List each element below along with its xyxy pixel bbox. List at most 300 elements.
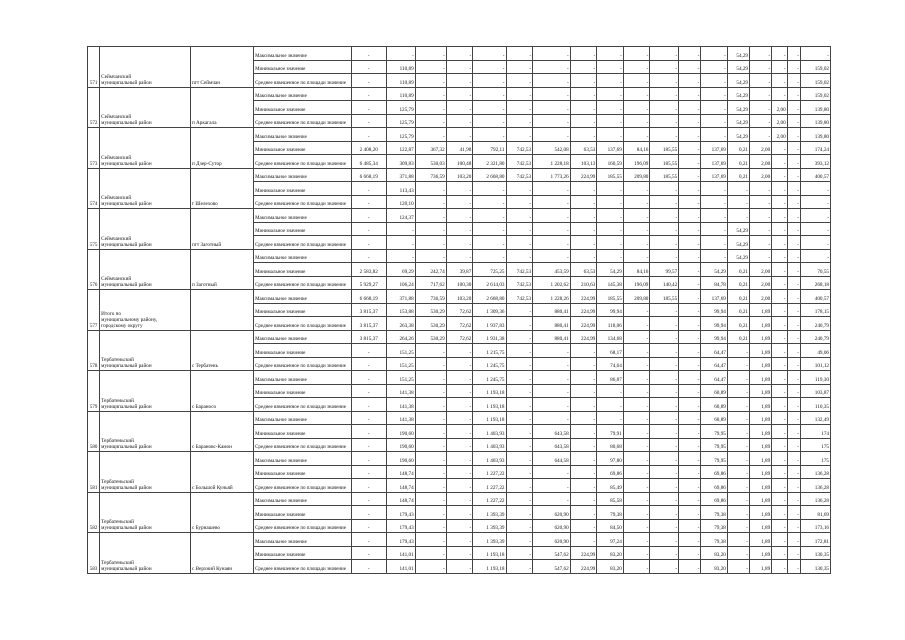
value-cell: 54,29 <box>727 60 749 74</box>
value-cell: 3 815,37 <box>351 330 386 344</box>
value-cell: 110,89 <box>386 87 415 101</box>
value-cell: - <box>787 425 800 439</box>
table-row <box>88 128 831 142</box>
value-cell: - <box>650 479 679 493</box>
value-cell: - <box>701 114 728 128</box>
value-cell: - <box>446 438 473 452</box>
value-cell: - <box>386 249 415 263</box>
value-cell: - <box>679 506 701 520</box>
value-cell: - <box>506 236 533 250</box>
value-cell: - <box>351 411 386 425</box>
value-cell: 72,62 <box>446 330 473 344</box>
value-cell: - <box>772 506 788 520</box>
value-cell: - <box>351 492 386 506</box>
value-cell: - <box>473 101 506 115</box>
value-cell: - <box>473 222 506 236</box>
value-cell: - <box>415 371 446 385</box>
row-number: 581 <box>88 452 100 493</box>
value-cell: - <box>650 128 679 142</box>
value-cell: 880,41 <box>533 330 571 344</box>
value-cell: 99,94 <box>701 317 728 331</box>
value-cell: - <box>351 506 386 520</box>
value-cell: - <box>679 533 701 547</box>
value-cell: - <box>650 371 679 385</box>
value-cell: 134,68 <box>597 330 624 344</box>
value-cell: - <box>506 506 533 520</box>
value-cell: 185,55 <box>650 141 679 155</box>
value-cell: 141,38 <box>386 384 415 398</box>
value-cell: - <box>787 371 800 385</box>
value-cell: - <box>506 479 533 493</box>
value-cell: - <box>772 47 788 61</box>
municipality-line: Сеймчанский <box>101 195 132 202</box>
municipality-line: Сеймчанский <box>101 154 132 161</box>
value-type-label: Среднее взвешенное по площади значение <box>254 114 351 128</box>
value-cell: - <box>597 222 624 236</box>
value-cell: - <box>446 384 473 398</box>
value-cell: 83,20 <box>701 546 728 560</box>
value-cell: - <box>679 236 701 250</box>
value-type-label: Среднее взвешенное по площади значение <box>254 560 351 574</box>
value-cell: - <box>787 357 800 371</box>
value-cell: - <box>772 276 788 290</box>
value-cell: - <box>506 438 533 452</box>
value-cell: - <box>679 560 701 574</box>
value-cell: - <box>506 303 533 317</box>
municipality-line: муниципальный район <box>101 444 152 451</box>
value-cell: - <box>787 533 800 547</box>
value-cell: - <box>727 533 749 547</box>
value-cell: 742,53 <box>506 263 533 277</box>
value-cell: 83,20 <box>597 560 624 574</box>
value-cell: 371,88 <box>386 290 415 304</box>
value-cell: - <box>506 87 533 101</box>
value-cell: - <box>623 47 650 61</box>
value-cell: - <box>623 384 650 398</box>
value-cell: - <box>446 47 473 61</box>
municipality-line: муниципальный район <box>101 363 152 370</box>
locality-cell: п Дзер-Сутор <box>190 128 253 169</box>
value-cell: 1 228,26 <box>533 290 571 304</box>
table-row <box>88 452 831 466</box>
value-cell: - <box>351 60 386 74</box>
value-cell: - <box>679 209 701 223</box>
value-cell: - <box>787 155 800 169</box>
value-cell: - <box>679 141 701 155</box>
value-cell: - <box>415 114 446 128</box>
value-cell: - <box>351 87 386 101</box>
value-cell: - <box>386 222 415 236</box>
value-cell: - <box>787 195 800 209</box>
value-cell: - <box>800 222 830 236</box>
value-cell: - <box>787 506 800 520</box>
locality-cell: г Шелехово <box>190 168 253 209</box>
value-cell: 137,69 <box>597 141 624 155</box>
value-cell: - <box>386 236 415 250</box>
value-cell: - <box>473 236 506 250</box>
value-cell: - <box>415 222 446 236</box>
value-cell: - <box>533 371 571 385</box>
value-cell: - <box>650 384 679 398</box>
value-cell: - <box>570 357 597 371</box>
value-cell: - <box>623 222 650 236</box>
value-cell: - <box>727 411 749 425</box>
value-cell: - <box>679 74 701 88</box>
value-cell: - <box>650 398 679 412</box>
value-cell: - <box>506 425 533 439</box>
value-cell: 742,53 <box>506 141 533 155</box>
value-cell: - <box>415 236 446 250</box>
value-cell: - <box>415 560 446 574</box>
value-cell: 84,16 <box>623 141 650 155</box>
value-cell: - <box>800 209 830 223</box>
value-cell: 742,53 <box>506 276 533 290</box>
value-cell: - <box>533 114 571 128</box>
value-cell: 1 309,36 <box>473 303 506 317</box>
value-cell: - <box>772 87 788 101</box>
value-cell: 139,80 <box>800 128 830 142</box>
value-type-label: Минимальное значение <box>254 344 351 358</box>
row-number: 572 <box>88 87 100 128</box>
table-row <box>88 330 831 344</box>
value-cell: - <box>473 47 506 61</box>
value-cell: 1 227,22 <box>473 479 506 493</box>
value-cell: 69,86 <box>701 465 728 479</box>
value-cell: - <box>446 182 473 196</box>
value-cell: 224,99 <box>570 317 597 331</box>
value-cell: - <box>750 101 772 115</box>
value-cell: - <box>506 384 533 398</box>
value-cell: - <box>351 195 386 209</box>
value-cell: - <box>506 560 533 574</box>
value-cell: - <box>351 101 386 115</box>
value-cell: - <box>750 60 772 74</box>
value-cell: - <box>750 87 772 101</box>
value-cell: - <box>597 101 624 115</box>
value-cell: 880,41 <box>533 317 571 331</box>
value-cell: 54,29 <box>727 114 749 128</box>
value-cell: 190,60 <box>386 425 415 439</box>
value-cell: - <box>570 47 597 61</box>
value-cell: - <box>506 128 533 142</box>
value-cell: 185,55 <box>650 290 679 304</box>
value-cell: 1 245,75 <box>473 357 506 371</box>
value-cell: - <box>701 209 728 223</box>
value-cell: - <box>533 195 571 209</box>
municipality-line: муниципальный район <box>101 525 152 532</box>
value-cell: 2 408,20 <box>351 141 386 155</box>
value-cell: - <box>506 452 533 466</box>
municipality-cell <box>100 492 191 533</box>
value-cell: 130,35 <box>800 560 830 574</box>
value-cell: 132,49 <box>800 411 830 425</box>
value-cell: - <box>727 438 749 452</box>
value-cell: - <box>533 47 571 61</box>
value-cell: - <box>727 492 749 506</box>
value-cell: 0,21 <box>727 155 749 169</box>
value-cell: - <box>446 411 473 425</box>
value-cell: 54,29 <box>701 263 728 277</box>
value-cell: - <box>570 452 597 466</box>
value-cell: - <box>623 560 650 574</box>
value-cell: - <box>650 60 679 74</box>
value-type-label: Среднее взвешенное по площади значение <box>254 479 351 493</box>
value-cell: 209,80 <box>623 290 650 304</box>
value-cell: - <box>415 411 446 425</box>
value-cell: 145,38 <box>597 276 624 290</box>
value-cell: - <box>727 398 749 412</box>
value-cell: - <box>772 168 788 182</box>
value-cell: - <box>772 411 788 425</box>
value-cell: 0,21 <box>727 317 749 331</box>
value-cell: 70,55 <box>800 263 830 277</box>
table-row <box>88 249 831 263</box>
value-cell: - <box>679 479 701 493</box>
value-cell: - <box>533 74 571 88</box>
value-cell: - <box>727 425 749 439</box>
value-cell: - <box>446 519 473 533</box>
value-cell: - <box>727 195 749 209</box>
value-cell: - <box>533 249 571 263</box>
value-cell: 103,20 <box>446 168 473 182</box>
value-cell: 120,10 <box>386 195 415 209</box>
value-cell: - <box>650 317 679 331</box>
value-cell: - <box>623 398 650 412</box>
value-cell: 130,35 <box>800 546 830 560</box>
value-cell: 742,53 <box>506 155 533 169</box>
value-cell: - <box>679 452 701 466</box>
municipality-cell <box>100 209 191 250</box>
municipality-line: Тербатеньский <box>101 559 134 566</box>
value-cell: 110,89 <box>386 74 415 88</box>
value-type-label: Среднее взвешенное по площади значение <box>254 357 351 371</box>
value-cell: 81,69 <box>800 506 830 520</box>
value-cell: 3 815,37 <box>351 303 386 317</box>
value-cell: 530,29 <box>415 330 446 344</box>
value-cell: 0,21 <box>727 263 749 277</box>
municipality-line: Тербатеньский <box>101 438 134 445</box>
value-cell: 54,29 <box>727 236 749 250</box>
value-cell: - <box>679 303 701 317</box>
value-cell: 69,86 <box>701 492 728 506</box>
value-cell: 185,55 <box>597 290 624 304</box>
value-cell: - <box>533 60 571 74</box>
value-cell: - <box>415 60 446 74</box>
value-cell: - <box>351 479 386 493</box>
value-cell: - <box>570 465 597 479</box>
value-cell: 159,02 <box>800 60 830 74</box>
value-cell: 242,74 <box>415 263 446 277</box>
value-cell: - <box>351 128 386 142</box>
value-cell: 1,89 <box>750 560 772 574</box>
value-cell: - <box>787 249 800 263</box>
value-cell: - <box>415 492 446 506</box>
value-cell: 1 227,22 <box>473 465 506 479</box>
value-cell: 1 193,18 <box>473 398 506 412</box>
value-cell: - <box>750 114 772 128</box>
municipality-line: Сеймчанский <box>101 235 132 242</box>
value-cell: - <box>772 357 788 371</box>
value-cell: - <box>533 128 571 142</box>
value-cell: - <box>623 344 650 358</box>
municipality-cell <box>100 87 191 128</box>
value-cell: - <box>415 506 446 520</box>
value-cell: - <box>351 222 386 236</box>
value-cell: - <box>473 209 506 223</box>
value-cell: - <box>650 195 679 209</box>
municipality-line: Тербатеньский <box>101 397 134 404</box>
value-cell: - <box>473 182 506 196</box>
value-cell: - <box>446 452 473 466</box>
value-cell: - <box>623 114 650 128</box>
value-cell: - <box>679 249 701 263</box>
value-cell: 1 931,38 <box>473 330 506 344</box>
value-cell: 153,88 <box>386 303 415 317</box>
value-cell: 136,28 <box>800 492 830 506</box>
value-cell: - <box>446 398 473 412</box>
value-cell: - <box>415 101 446 115</box>
value-cell: 2 321,80 <box>473 155 506 169</box>
value-cell: 1 215,75 <box>473 344 506 358</box>
value-cell: - <box>473 60 506 74</box>
value-cell: - <box>679 276 701 290</box>
value-cell: - <box>415 344 446 358</box>
value-cell: - <box>533 465 571 479</box>
value-cell: 2,00 <box>772 114 788 128</box>
value-cell: - <box>787 519 800 533</box>
value-cell: 103,20 <box>446 290 473 304</box>
value-cell: 86,87 <box>597 371 624 385</box>
value-cell: - <box>727 182 749 196</box>
value-cell: - <box>351 209 386 223</box>
value-cell: 151,25 <box>386 357 415 371</box>
value-cell: 1 393,39 <box>473 519 506 533</box>
value-cell: - <box>650 438 679 452</box>
value-cell: - <box>570 479 597 493</box>
value-cell: 72,62 <box>446 317 473 331</box>
value-cell: 1 227,22 <box>473 492 506 506</box>
value-cell: - <box>772 141 788 155</box>
value-cell: - <box>351 519 386 533</box>
value-cell: 54,29 <box>597 263 624 277</box>
value-cell: - <box>772 222 788 236</box>
municipality-line: Сеймчанский <box>101 114 132 121</box>
table-row <box>88 411 831 425</box>
value-type-label: Максимальное значение <box>254 128 351 142</box>
value-cell: 39,87 <box>446 263 473 277</box>
value-cell: - <box>772 546 788 560</box>
value-cell: - <box>623 492 650 506</box>
value-cell: 2 668,80 <box>473 168 506 182</box>
value-cell: - <box>623 209 650 223</box>
value-cell: - <box>506 182 533 196</box>
value-cell: - <box>351 344 386 358</box>
value-cell: 148,74 <box>386 465 415 479</box>
value-cell: - <box>623 182 650 196</box>
value-type-label: Минимальное значение <box>254 182 351 196</box>
value-cell: 643,58 <box>533 438 571 452</box>
value-cell: - <box>623 506 650 520</box>
value-cell: - <box>351 398 386 412</box>
value-cell: - <box>570 411 597 425</box>
value-cell: - <box>772 479 788 493</box>
value-cell: - <box>650 236 679 250</box>
value-cell: 125,79 <box>386 128 415 142</box>
value-cell: - <box>787 276 800 290</box>
value-cell: 103,13 <box>570 155 597 169</box>
value-cell: 547,62 <box>533 546 571 560</box>
value-cell: - <box>415 249 446 263</box>
value-cell: 54,29 <box>727 222 749 236</box>
value-cell: - <box>446 222 473 236</box>
value-cell: 174,24 <box>800 141 830 155</box>
value-cell: - <box>701 101 728 115</box>
value-cell: - <box>787 492 800 506</box>
value-cell: - <box>597 249 624 263</box>
value-cell: - <box>506 222 533 236</box>
value-cell: - <box>506 546 533 560</box>
value-type-label: Минимальное значение <box>254 141 351 155</box>
value-cell: 268,18 <box>800 276 830 290</box>
value-cell: 6 668,19 <box>351 290 386 304</box>
value-cell: 159,02 <box>800 87 830 101</box>
value-cell: 137,69 <box>701 168 728 182</box>
row-number: 583 <box>88 533 100 574</box>
value-cell: - <box>533 222 571 236</box>
value-type-label: Минимальное значение <box>254 222 351 236</box>
value-type-label: Максимальное значение <box>254 533 351 547</box>
value-cell: - <box>623 357 650 371</box>
value-cell: - <box>727 384 749 398</box>
value-cell: 79,91 <box>597 425 624 439</box>
value-cell: - <box>772 519 788 533</box>
value-cell: - <box>473 114 506 128</box>
value-cell: 54,29 <box>727 101 749 115</box>
value-cell: 63,53 <box>570 141 597 155</box>
value-cell: 2,00 <box>750 168 772 182</box>
value-cell: - <box>650 101 679 115</box>
value-cell: 1 937,83 <box>473 317 506 331</box>
value-type-label: Среднее взвешенное по площади значение <box>254 236 351 250</box>
locality-cell: с Бараносо <box>190 371 253 412</box>
value-cell: 60,89 <box>701 398 728 412</box>
value-cell: - <box>446 249 473 263</box>
value-cell: 54,29 <box>727 87 749 101</box>
value-cell: 2,00 <box>772 128 788 142</box>
value-cell: 1 403,93 <box>473 438 506 452</box>
value-cell: - <box>446 492 473 506</box>
value-cell: - <box>772 155 788 169</box>
value-cell: 139,80 <box>800 114 830 128</box>
value-cell: - <box>701 47 728 61</box>
value-cell: - <box>650 465 679 479</box>
value-cell: - <box>446 344 473 358</box>
value-cell: 97,24 <box>597 533 624 547</box>
value-cell: - <box>650 506 679 520</box>
value-cell: - <box>597 384 624 398</box>
value-cell: - <box>415 128 446 142</box>
value-cell: 141,01 <box>386 546 415 560</box>
value-cell: 79,38 <box>701 519 728 533</box>
value-cell: 196,09 <box>623 155 650 169</box>
value-cell: 178,15 <box>800 303 830 317</box>
value-cell: - <box>623 303 650 317</box>
value-cell: 1 228,18 <box>533 155 571 169</box>
value-cell: - <box>772 60 788 74</box>
row-number: 571 <box>88 47 100 88</box>
municipality-line: Сеймчанский <box>101 73 132 80</box>
value-cell: 224,99 <box>570 290 597 304</box>
